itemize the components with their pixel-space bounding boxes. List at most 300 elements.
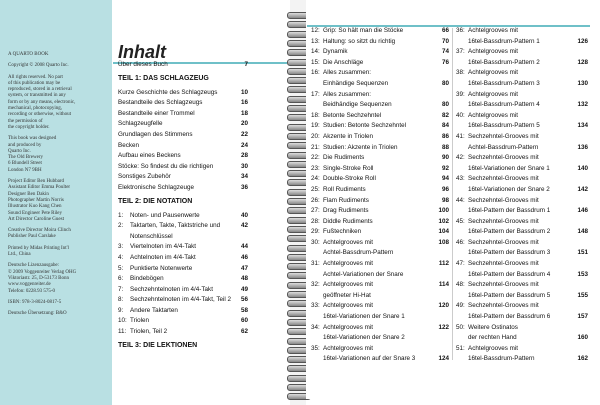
page-number: 146 (577, 207, 588, 215)
entry-title: Kurze Geschichte des Schlagzeugs (118, 88, 218, 96)
entry-title: 16tel-Pattern der Bassdrum 3 (468, 249, 551, 257)
page-number: 122 (438, 323, 449, 331)
entry-title: Double-Stroke Roll (323, 175, 376, 183)
toc-entry (118, 172, 248, 183)
page-number: 30 (240, 162, 248, 170)
chapter-number: 14: (311, 48, 320, 56)
entry-title: Studien: Betonte Sechzehntel (323, 122, 406, 130)
entry-title: Achtelgrooves mit (468, 69, 519, 77)
colophon-paragraph: A QUARTO BOOK (8, 52, 49, 57)
chapter-number: 1: (118, 211, 124, 219)
toc-entry (118, 162, 248, 173)
entry-title: Stöcke: So findest du die richtigen (118, 162, 214, 170)
chapter-number: 36: (456, 27, 465, 34)
page-number: 16 (240, 99, 248, 107)
page-number: 128 (577, 58, 588, 66)
chapter-number: 21: (311, 143, 320, 151)
page-number: 114 (438, 281, 449, 289)
entry-title: Haltung: so sitzt du richtig (323, 37, 396, 45)
toc-entry (456, 227, 588, 238)
entry-title: Triolen (130, 317, 150, 325)
entry-title: Punktierte Notenwerte (130, 264, 193, 272)
toc-entry (456, 121, 588, 132)
page-number: 36 (240, 183, 248, 191)
chapter-number: 8: (118, 296, 124, 304)
page-number: 126 (577, 37, 588, 45)
page-number: 130 (577, 79, 588, 87)
chapter-number: 5: (118, 264, 124, 272)
section-heading: TEIL 2: DIE NOTATION (118, 197, 193, 205)
toc-entry (118, 221, 248, 232)
toc-entry (118, 327, 248, 338)
chapter-number: 40: (456, 111, 465, 119)
toc-entry (311, 100, 449, 111)
page-number: 157 (577, 313, 588, 321)
toc-entry (118, 109, 248, 120)
page-number: 148 (577, 228, 588, 236)
toc-entry (311, 227, 449, 238)
chapter-number: 33: (311, 302, 320, 310)
page-number: 142 (577, 185, 588, 193)
toc-entry (456, 259, 588, 270)
page-number: 10 (240, 88, 248, 96)
page-number: 82 (441, 111, 449, 119)
chapter-number: 22: (311, 154, 320, 162)
entry-title: Bestandteile einer Trommel (118, 109, 195, 117)
entry-title: Aufbau eines Beckens (118, 152, 181, 160)
entry-title: Dynamik (323, 48, 348, 56)
chapter-number: 16: (311, 69, 320, 77)
colophon-paragraph: Deutsche Übersetzung: B&O (8, 311, 67, 317)
entry-title: Einhändige Sequenzen (323, 79, 389, 87)
toc-entry (118, 60, 248, 71)
entry-title: 16tel-Pattern der Bassdrum 2 (468, 228, 551, 236)
entry-title: 16tel-Bassdrum-Pattern 1 (468, 37, 540, 45)
chapter-number: 34: (311, 323, 320, 331)
toc-entry (311, 58, 449, 69)
entry-title: Elektronische Schlagzeuge (118, 183, 194, 191)
page-number: 62 (240, 328, 248, 336)
entry-title: Achtelgrooves mit (468, 27, 519, 34)
toc-entry (118, 242, 248, 253)
page-number: 42 (240, 222, 248, 230)
entry-title: Flam Rudiments (323, 196, 369, 204)
section-heading: TEIL 1: DAS SCHLAGZEUG (118, 74, 209, 82)
chapter-number: 43: (456, 175, 465, 183)
entry-title: Weitere Ostinatos (468, 323, 518, 331)
page-number: 60 (240, 317, 248, 325)
chapter-number: 31: (311, 260, 320, 268)
toc-entry (118, 183, 248, 194)
entry-title: Die Anschläge (323, 58, 364, 66)
page-number: 90 (441, 154, 449, 162)
toc-entry (118, 211, 248, 222)
toc-entry (311, 143, 449, 154)
entry-title: Fußtechniken (323, 228, 362, 236)
entry-title: 16tel-Pattern der Bassdrum 4 (468, 270, 551, 278)
toc-entry (311, 153, 449, 164)
page-number: 124 (438, 355, 449, 363)
colophon-paragraph: ISBN: 978-3-8024-0817-5 (8, 299, 62, 305)
toc-entry (311, 47, 449, 58)
page-number: 100 (438, 207, 449, 215)
toc-entry (311, 354, 449, 365)
chapter-number: 48: (456, 281, 465, 289)
toc-entry (456, 185, 588, 196)
toc-entry (118, 130, 248, 141)
page-number: 66 (441, 27, 449, 34)
toc-entry (456, 143, 588, 154)
entry-title: Achtelgrooves mit (323, 281, 374, 289)
chapter-number: 7: (118, 285, 124, 293)
chapter-number: 26: (311, 196, 320, 204)
page-title: Inhalt (118, 42, 166, 62)
toc-entry (311, 291, 449, 302)
toc-entry (456, 79, 588, 90)
toc-entry (311, 185, 449, 196)
section-heading: TEIL 3: DIE LEKTIONEN (118, 341, 198, 349)
toc-entry (456, 280, 588, 291)
toc-entry (456, 312, 588, 323)
entry-title: Bindebögen (130, 275, 164, 283)
entry-title: Sechzehntel-Grooves mit (468, 175, 539, 183)
entry-title: Betonte Sechzehntel (323, 111, 382, 119)
toc-entry (118, 253, 248, 264)
toc-entry (311, 26, 449, 37)
chapter-number: 3: (118, 243, 124, 251)
entry-title: Achtelgrooves mit (468, 48, 519, 56)
chapter-number: 28: (311, 217, 320, 225)
entry-title: Sechzehntel-Grooves mit (468, 132, 539, 140)
entry-title: Sechzehntel-Grooves mit (468, 196, 539, 204)
entry-title: Sechzehntelnoten im 4/4-Takt (130, 285, 213, 293)
toc-column-1 (118, 60, 248, 355)
toc-entry (311, 174, 449, 185)
chapter-number: 46: (456, 238, 465, 246)
toc-entry (118, 295, 248, 306)
toc-entry (311, 37, 449, 48)
entry-title: Taktarten, Takte, Taktstriche und (130, 222, 221, 230)
toc-entry (311, 270, 449, 281)
colophon-paragraph: Deutsche Lizenzausgabe: © 2009 Voggenreiter Verlag OHG Viktoriastr. 25, D-53173 Bonn www.voggenreiter.de Telefon: 0228.93 575-0 (8, 263, 77, 294)
chapter-number: 49: (456, 302, 465, 310)
page-number: 140 (577, 164, 588, 172)
chapter-number: 4: (118, 253, 124, 261)
chapter-number: 9: (118, 306, 124, 314)
entry-title: Achtelgrooves mit (323, 302, 374, 310)
page-number: 92 (441, 164, 449, 172)
entry-title: Sechzehntel-Grooves mit (468, 260, 539, 268)
page-number: 86 (441, 132, 449, 140)
toc-entry (456, 26, 588, 37)
entry-title: 16tel-Bassdrum-Pattern 4 (468, 101, 540, 109)
entry-title: Sechzehntel-Grooves mit (468, 154, 539, 162)
toc-entry (311, 301, 449, 312)
toc-entry (311, 164, 449, 175)
toc-entry (311, 217, 449, 228)
entry-title: Grundlagen des Stimmens (118, 130, 193, 138)
entry-title: Achtel-Bassdrum-Pattern (323, 249, 394, 257)
toc-entry (118, 141, 248, 152)
toc-entry (118, 98, 248, 109)
page-number: 22 (240, 130, 248, 138)
page-number: 98 (441, 196, 449, 204)
entry-title: Alles zusammen: (323, 90, 371, 98)
toc-entry (118, 151, 248, 162)
colophon-paragraph: This book was designed and produced by Quarto Inc. The Old Brewery 6 Blundell Street London N7 9BH (8, 136, 57, 173)
chapter-number: 13: (311, 37, 320, 45)
toc-entry (456, 47, 588, 58)
chapter-number: 39: (456, 90, 465, 98)
entry-title: Achtelgrooves mit (323, 344, 374, 352)
toc-entry (311, 238, 449, 249)
toc-entry (456, 58, 588, 69)
chapter-number: 38: (456, 69, 465, 77)
page-number: 7 (244, 61, 248, 68)
colophon-page (0, 0, 112, 405)
entry-title: Viertelnoten im 4/4-Takt (130, 243, 197, 251)
entry-title: 16tel-Variationen auf der Snare 3 (323, 355, 416, 363)
page-number: 151 (577, 249, 588, 257)
entry-title: Sechzehntel-Grooves mit (468, 217, 539, 225)
entry-title: Über dieses Buch (118, 61, 168, 68)
entry-title: Triolen, Teil 2 (130, 328, 168, 336)
page-number: 134 (577, 122, 588, 130)
chapter-number: 11: (118, 328, 127, 336)
toc-entry (456, 248, 588, 259)
entry-title: Roll Rudiments (323, 185, 366, 193)
toc-entry (311, 90, 449, 101)
chapter-number: 35: (311, 344, 320, 352)
toc-entry (311, 312, 449, 323)
toc-entry (456, 270, 588, 281)
toc-entry (311, 280, 449, 291)
page-number: 28 (240, 152, 248, 160)
toc-entry (311, 206, 449, 217)
entry-title: Grip: So hält man die Stöcke (323, 27, 404, 34)
chapter-number: 25: (311, 185, 320, 193)
page-number: 108 (438, 238, 449, 246)
toc-entry (456, 174, 588, 185)
entry-title: Achtelgrooves mit (323, 238, 374, 246)
entry-title: Achtelgrooves mit (323, 323, 374, 331)
entry-title: 16tel-Variationen der Snare 2 (468, 185, 550, 193)
entry-title: Drag Rudiments (323, 207, 369, 215)
page-number: 80 (441, 101, 449, 109)
toc-entry (311, 248, 449, 259)
chapter-number: 30: (311, 238, 320, 246)
chapter-number: 29: (311, 228, 320, 236)
entry-title: 16tel-Pattern der Bassdrum 1 (468, 207, 551, 215)
page-number: 120 (438, 302, 449, 310)
page-number: 40 (240, 211, 248, 219)
page-number: 76 (441, 58, 449, 66)
page-number: 24 (240, 141, 248, 149)
toc-entry (456, 217, 588, 228)
entry-title: 16tel-Pattern der Bassdrum 6 (468, 313, 551, 321)
chapter-number: 50: (456, 323, 465, 331)
entry-title: Die Rudiments (323, 154, 365, 162)
page-number: 96 (441, 185, 449, 193)
page-number: 112 (438, 260, 449, 268)
toc-entry (311, 121, 449, 132)
entry-title: 16tel-Bassdrum-Pattern 2 (468, 58, 540, 66)
toc-entry (456, 323, 588, 334)
chapter-number: 19: (311, 122, 320, 130)
colophon-paragraph: All rights reserved. No part of this publication may be reproduced, stored in a retrieval system, or transmitted in any form or by any means, electronic, mechanical, photocopying, recording or otherwise, without the permission of the copyright holder. (8, 74, 76, 130)
toc-entry (456, 206, 588, 217)
entry-title: Akzente in Triolen (323, 132, 374, 140)
toc-column-3 (456, 26, 588, 365)
page-number: 47 (240, 264, 248, 272)
page-number: 136 (577, 143, 588, 151)
page-number: 162 (577, 355, 588, 363)
toc-entry (456, 132, 588, 143)
entry-title: Becken (118, 141, 140, 149)
page-number: 80 (441, 79, 449, 87)
entry-title: Achtelgrooves mit (468, 344, 519, 352)
toc-entry (456, 37, 588, 48)
entry-title: Single-Stroke Roll (323, 164, 374, 172)
entry-title: Sonstiges Zubehör (118, 173, 171, 181)
page-number: 46 (240, 253, 248, 261)
entry-title: Achtelgrooves mit (468, 90, 519, 98)
page-number: 48 (240, 275, 248, 283)
entry-title: 16tel-Bassdrum-Pattern 3 (468, 79, 540, 87)
entry-title: Noten- und Pausenwerte (130, 211, 200, 219)
chapter-number: 17: (311, 90, 320, 98)
page-number: 18 (240, 109, 248, 117)
chapter-number: 45: (456, 217, 465, 225)
page-number: 104 (438, 228, 449, 236)
entry-title: Beidhändige Sequenzen (323, 101, 392, 109)
toc-entry (311, 111, 449, 122)
toc-entry (456, 68, 588, 79)
page-number: 44 (240, 243, 248, 251)
toc-entry (311, 68, 449, 79)
entry-title: 16tel-Variationen der Snare 1 (323, 313, 405, 321)
toc-entry (456, 291, 588, 302)
entry-title: 16tel-Bassdrum-Pattern 5 (468, 122, 540, 130)
toc-entry (118, 264, 248, 275)
chapter-number: 42: (456, 154, 465, 162)
page-number: 49 (240, 285, 248, 293)
toc-entry (456, 90, 588, 101)
toc-entry (311, 79, 449, 90)
entry-title: Andere Taktarten (130, 306, 178, 314)
chapter-number: 51: (456, 344, 465, 352)
page-number: 102 (438, 217, 449, 225)
chapter-number: 6: (118, 275, 124, 283)
page-number: 58 (240, 306, 248, 314)
toc-entry (456, 344, 588, 355)
page-number: 160 (577, 334, 588, 342)
chapter-number: 15: (311, 58, 320, 66)
toc-entry (311, 344, 449, 355)
entry-title: der rechten Hand (468, 334, 517, 342)
chapter-number: 10: (118, 317, 127, 325)
toc-entry (456, 333, 588, 344)
toc-entry (311, 323, 449, 334)
entry-title: 16tel-Pattern der Bassdrum 5 (468, 291, 551, 299)
toc-entry (456, 354, 588, 365)
chapter-number: 23: (311, 164, 320, 172)
colophon-paragraph: Printed by Midas Printing Int'l Ltd., China (8, 245, 69, 258)
page-number: 153 (577, 270, 588, 278)
page-number: 132 (577, 101, 588, 109)
colophon-text (8, 52, 108, 322)
entry-title: Sechzehntel-Grooves mit (468, 302, 539, 310)
colophon-paragraph: Copyright © 2008 Quarto Inc. (8, 63, 69, 69)
chapter-number: 20: (311, 132, 320, 140)
entry-title: Sechzehntel-Grooves mit (468, 238, 539, 246)
chapter-number: 18: (311, 111, 320, 119)
toc-entry (118, 88, 248, 99)
entry-title: Bestandteile des Schlagzeugs (118, 99, 203, 107)
toc-entry (311, 196, 449, 207)
entry-title: Diddle Rudiments (323, 217, 373, 225)
toc-entry (118, 232, 248, 243)
entry-title: Alles zusammen: (323, 69, 371, 77)
toc-entry (456, 153, 588, 164)
colophon-paragraph: Project Editor Ben Hubbard Assistant Editor Emma Poulter Designer Ben Dakin Photographer Martin Norris Illustrator Kuo Kang Chen Sound Engineer Pete Riley Art Director Caroline Guest (8, 179, 71, 222)
toc-entry (311, 132, 449, 143)
toc-entry (456, 164, 588, 175)
toc-entry (456, 301, 588, 312)
page-number: 94 (441, 175, 449, 183)
page-number: 88 (441, 143, 449, 151)
toc-entry (118, 306, 248, 317)
toc-entry (118, 274, 248, 285)
entry-title: Studien: Akzente in Triolen (323, 143, 398, 151)
entry-title: Achtelgrooves mit (468, 111, 519, 119)
toc-entry (456, 196, 588, 207)
toc-entry (456, 238, 588, 249)
toc-entry (311, 333, 449, 344)
column-divider (452, 28, 453, 360)
page-number: 74 (441, 48, 449, 56)
entry-title: Achtel-Variationen der Snare (323, 270, 404, 278)
chapter-number: 47: (456, 260, 465, 268)
toc-entry (456, 100, 588, 111)
page-number: 155 (577, 291, 588, 299)
entry-title: Achtelnoten im 4/4-Takt (130, 253, 196, 261)
chapter-number: 37: (456, 48, 465, 56)
page-number: 84 (441, 122, 449, 130)
entry-title: 16tel-Variationen der Snare 2 (323, 334, 405, 342)
entry-title: Sechzehntel-Grooves mit (468, 281, 539, 289)
entry-title: geöffneter Hi-Hat (323, 291, 371, 299)
page-number: 56 (240, 296, 248, 304)
page-number: 20 (240, 120, 248, 128)
toc-entry (456, 111, 588, 122)
chapter-number: 32: (311, 281, 320, 289)
entry-title: Schlagzeugfelle (118, 120, 163, 128)
entry-title: Sechzehntelnoten im 4/4-Takt, Teil 2 (130, 296, 232, 304)
entry-title: Achtel-Bassdrum-Pattern (468, 143, 539, 151)
chapter-number: 27: (311, 207, 320, 215)
chapter-number: 24: (311, 175, 320, 183)
page-number: 34 (240, 173, 248, 181)
toc-entry (118, 285, 248, 296)
toc-entry (311, 259, 449, 270)
entry-title: Notenschlüssel (130, 232, 173, 240)
toc-entry (118, 316, 248, 327)
chapter-number: 44: (456, 196, 465, 204)
entry-title: 16tel-Bassdrum-Pattern (468, 355, 535, 363)
toc-entry (118, 119, 248, 130)
entry-title: Achtelgrooves mit (323, 260, 374, 268)
